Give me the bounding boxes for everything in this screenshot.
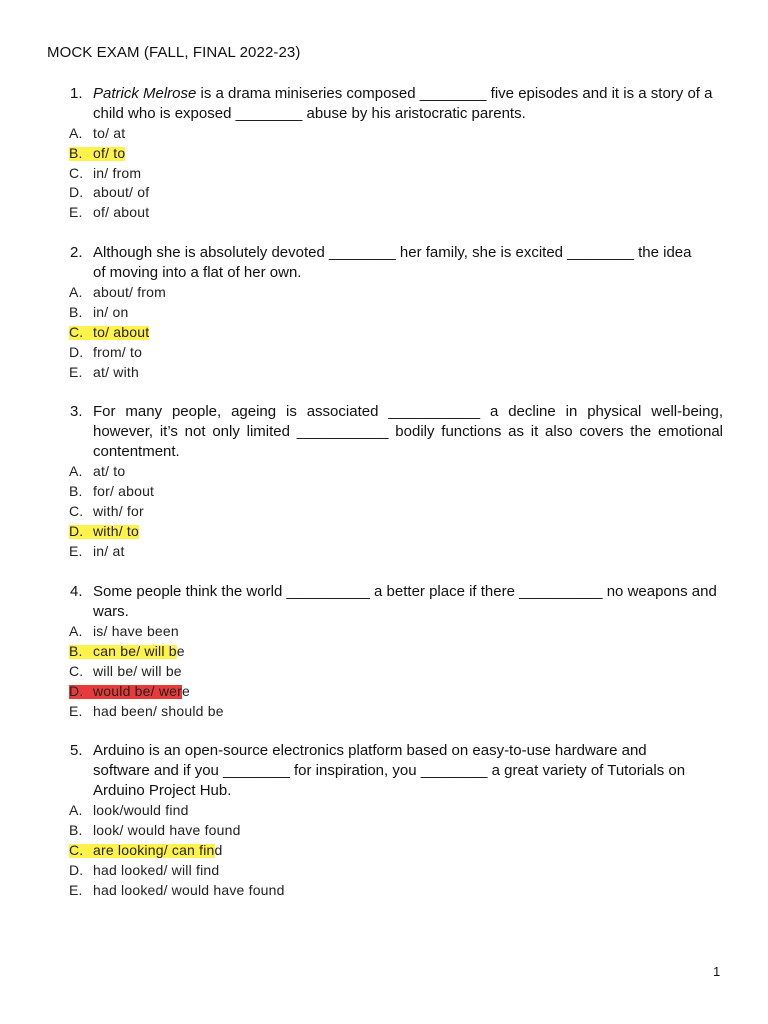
option-text: at/ with — [93, 364, 139, 380]
question-number: 5. — [70, 742, 83, 759]
option-letter: B. — [69, 643, 83, 659]
option-text: had been/ should be — [93, 703, 224, 719]
option-letter: E. — [69, 364, 83, 380]
option-4c[interactable] — [69, 661, 182, 681]
option-text: in/ at — [93, 543, 125, 559]
option-2c[interactable] — [69, 322, 149, 342]
question-text-line: Although she is absolutely devoted ________ her family, she is excited ________ the idea — [93, 244, 692, 261]
option-letter: A. — [69, 284, 83, 300]
option-5a[interactable] — [69, 800, 189, 820]
option-2d[interactable] — [69, 342, 142, 362]
page-title: MOCK EXAM (FALL, FINAL 2022-23) — [47, 44, 301, 61]
option-4d[interactable] — [69, 681, 190, 701]
option-text: are looking/ can fin — [93, 842, 215, 858]
option-text: for/ about — [93, 483, 155, 499]
question-text-line: wars. — [93, 603, 129, 620]
question-text — [93, 741, 723, 801]
option-4a[interactable] — [69, 621, 179, 641]
option-text: would be/ wer — [93, 683, 182, 699]
question-text-line: software and if you ________ for inspiration, you ________ a great variety of Tutorials on — [93, 762, 686, 779]
option-text: in/ from — [93, 165, 142, 181]
option-3c[interactable] — [69, 501, 144, 521]
option-letter: D. — [69, 683, 84, 699]
option-text: had looked/ would have found — [93, 882, 285, 898]
option-text: of/ to — [93, 145, 126, 161]
option-text: to/ about — [93, 324, 150, 340]
option-letter: E. — [69, 703, 83, 719]
option-text: had looked/ will find — [93, 862, 220, 878]
question-text-line: of moving into a flat of her own. — [93, 264, 302, 281]
option-text: about/ of — [93, 184, 150, 200]
option-letter: D. — [69, 344, 84, 360]
option-letter: A. — [69, 125, 83, 141]
correct-answer-highlight — [69, 842, 215, 858]
option-5e[interactable] — [69, 880, 285, 900]
option-text: will be/ will be — [93, 663, 182, 679]
option-letter: E. — [69, 882, 83, 898]
wrong-answer-highlight — [69, 683, 182, 699]
option-letter: A. — [69, 623, 83, 639]
option-letter: D. — [69, 523, 84, 539]
question-text: For many people, ageing is associated ___________ a decline in physical well-being, however, it’s not only limited ___________ bodily functions as it also covers the emotional contentment. — [93, 403, 723, 460]
question-1 — [70, 84, 723, 124]
option-letter: B. — [69, 304, 83, 320]
option-letter: A. — [69, 802, 83, 818]
question-text-line: Some people think the world __________ a better place if there __________ no weapons and — [93, 583, 717, 600]
option-3d[interactable] — [69, 521, 139, 541]
option-3b[interactable] — [69, 481, 154, 501]
option-4e[interactable] — [69, 701, 224, 721]
option-text-tail: d — [214, 842, 223, 858]
question-text — [93, 243, 723, 283]
option-letter: E. — [69, 543, 83, 559]
question-2 — [70, 243, 723, 283]
option-text: look/ would have found — [93, 822, 241, 838]
option-1c[interactable] — [69, 163, 141, 183]
question-text-line: is a drama miniseries composed ________ five episodes and it is a story of a — [196, 85, 713, 102]
option-letter: A. — [69, 463, 83, 479]
option-letter: D. — [69, 184, 84, 200]
option-text: look/would find — [93, 802, 189, 818]
option-text: with/ to — [93, 523, 139, 539]
option-letter: C. — [69, 842, 84, 858]
option-5b[interactable] — [69, 820, 241, 840]
question-italic-title: Patrick Melrose — [93, 85, 197, 102]
option-text-tail: e — [181, 683, 190, 699]
option-1e[interactable] — [69, 202, 149, 222]
option-3e[interactable] — [69, 541, 125, 561]
question-number: 1. — [70, 85, 83, 102]
question-text — [93, 84, 723, 124]
option-3a[interactable] — [69, 461, 125, 481]
option-text: of/ about — [93, 204, 150, 220]
option-1d[interactable] — [69, 182, 149, 202]
option-letter: B. — [69, 145, 83, 161]
question-text-line: Arduino Project Hub. — [93, 782, 232, 799]
option-text: at/ to — [93, 463, 126, 479]
question-text-line: Arduino is an open-source electronics platform based on easy-to-use hardware and — [93, 742, 647, 759]
option-5d[interactable] — [69, 860, 219, 880]
correct-answer-highlight — [69, 643, 177, 659]
question-3 — [70, 402, 723, 462]
option-text: from/ to — [93, 344, 143, 360]
option-text: can be/ will b — [93, 643, 177, 659]
option-2e[interactable] — [69, 362, 139, 382]
question-number: 2. — [70, 244, 83, 261]
option-text: is/ have been — [93, 623, 179, 639]
option-letter: D. — [69, 862, 84, 878]
option-letter: C. — [69, 503, 84, 519]
correct-answer-highlight — [69, 145, 125, 161]
option-text: to/ at — [93, 125, 126, 141]
question-text — [93, 582, 723, 622]
option-text: with/ for — [93, 503, 144, 519]
question-4 — [70, 582, 723, 622]
page-number: 1 — [713, 964, 721, 979]
question-number: 4. — [70, 583, 83, 600]
correct-answer-highlight — [69, 324, 149, 340]
option-letter: C. — [69, 663, 84, 679]
option-4b[interactable] — [69, 641, 185, 661]
option-text: in/ on — [93, 304, 129, 320]
option-text-tail: e — [176, 643, 185, 659]
option-2b[interactable] — [69, 302, 128, 322]
question-text-line: child who is exposed ________ abuse by his aristocratic parents. — [93, 105, 526, 122]
option-letter: B. — [69, 822, 83, 838]
option-letter: C. — [69, 324, 84, 340]
option-1a[interactable] — [69, 123, 125, 143]
option-1b[interactable] — [69, 143, 125, 163]
option-2a[interactable] — [69, 282, 166, 302]
correct-answer-highlight — [69, 523, 139, 539]
option-letter: B. — [69, 483, 83, 499]
option-letter: E. — [69, 204, 83, 220]
question-5 — [70, 741, 723, 801]
option-5c[interactable] — [69, 840, 223, 860]
option-letter: C. — [69, 165, 84, 181]
option-text: about/ from — [93, 284, 167, 300]
question-number: 3. — [70, 403, 83, 420]
